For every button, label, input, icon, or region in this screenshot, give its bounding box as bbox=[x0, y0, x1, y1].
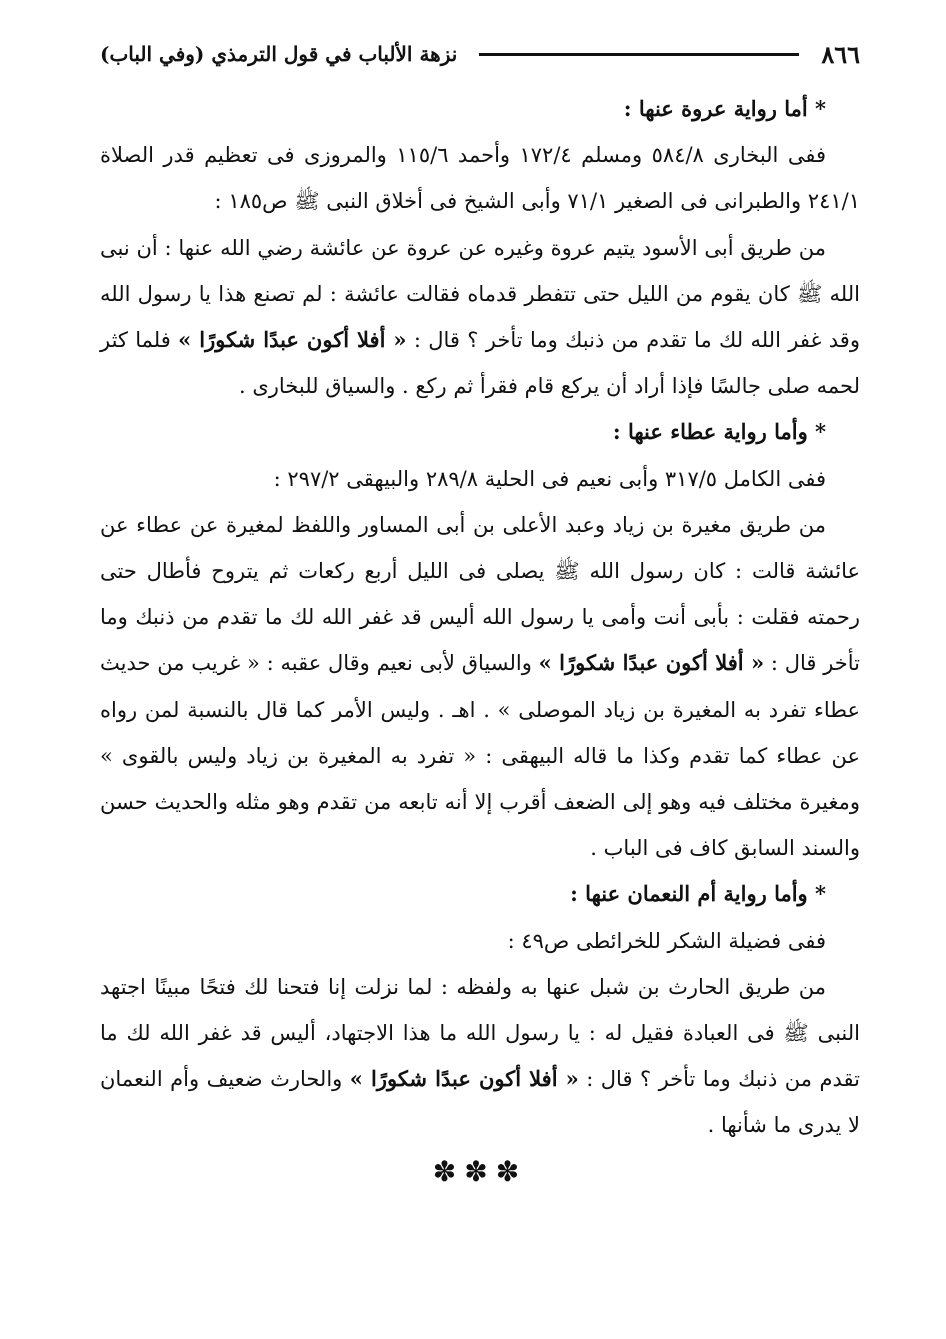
page-body bbox=[100, 86, 860, 1195]
section-ornament: ✽✽✽ bbox=[432, 1154, 528, 1188]
section-heading: * وأما رواية أم النعمان عنها : bbox=[570, 881, 826, 907]
hadith-quote: « أفلا أكون عبدًا شكورًا » bbox=[538, 650, 765, 676]
narration-paragraph bbox=[100, 964, 860, 1149]
running-title: نزهة الألباب في قول الترمذي (وفي الباب) bbox=[100, 42, 458, 66]
narration-text: والحارث ضعيف وأم النعمان لا يدرى ما شأنها . bbox=[100, 1067, 860, 1138]
narration-text: فلما كثر لحمه صلى جالسًا فإذا أراد أن يركع قام فقرأ ثم ركع . والسياق للبخارى . bbox=[100, 328, 860, 399]
page-header bbox=[100, 36, 860, 72]
source-citation: ففى الكامل ٣١٧/٥ وأبى نعيم فى الحلية ٢٨٩/٨ والبيهقى ٢٩٧/٢ : bbox=[273, 466, 826, 491]
source-citation: ففى فضيلة الشكر للخرائطى ص٤٩ : bbox=[507, 928, 826, 953]
narration-text: من طريق الحارث بن شبل عنها به ولفظه : لما نزلت إنا فتحنا لك فتحًا مبينًا اجتهد النبى ﷺ فى العبادة فقيل له : يا رسول الله ما هذا الاجتهاد، أليس قد غفر الله لك ما تقدم من ذنبك وما تأخر ؟ قال : bbox=[100, 974, 860, 1092]
source-citation: ففى البخارى ٥٨٤/٨ ومسلم ١٧٢/٤ وأحمد ١١٥/٦ والمروزى فى تعظيم قدر الصلاة ٢٤١/١ والطبرانى فى الصغير ٧١/١ وأبى الشيخ فى أخلاق النبى ﷺ ص١٨٥ : bbox=[100, 143, 860, 214]
narration-paragraph bbox=[100, 502, 860, 872]
narration-paragraph bbox=[100, 225, 860, 410]
header-rule bbox=[479, 53, 799, 56]
narration-text: من طريق أبى الأسود يتيم عروة وغيره عن عروة عن عائشة رضي الله عنها : أن نبى الله ﷺ كان يقوم من الليل حتى تتفطر قدماه فقالت عائشة : لم تصنع هذا يا رسول الله وقد غفر الله لك ما تقدم من ذنبك وما تأخر ؟ قال : bbox=[100, 235, 860, 353]
hadith-quote: « أفلا أكون عبدًا شكورًا » bbox=[349, 1066, 579, 1092]
hadith-quote: « أفلا أكون عبدًا شكورًا » bbox=[178, 327, 407, 353]
page-number: ٨٦٦ bbox=[821, 39, 860, 69]
narration-text: والسياق لأبى نعيم وقال عقبه : « غريب من حديث عطاء تفرد به المغيرة بن زياد الموصلى » . اهـ . وليس الأمر كما قال بالنسبة لمن رواه عن عطاء كما تقدم وكذا ما قاله البيهقى : « تفرد به المغيرة بن زياد وليس بالقوى » ومغيرة مختلف فيه وهو إلى الضعف أقرب إلا أنه تابعه من تقدم وهو مثله والحديث حسن والسند السابق كاف فى الباب . bbox=[100, 651, 860, 861]
narration-text: من طريق مغيرة بن زياد وعبد الأعلى بن أبى المساور واللفظ لمغيرة عن عطاء عن عائشة قالت : كان رسول الله ﷺ يصلى فى الليل أربع ركعات ثم يتروح فأطال حتى رحمته فقلت : بأبى أنت وأمى يا رسول الله أليس قد غفر الله لك ما تقدم من ذنبك وما تأخر قال : bbox=[100, 512, 861, 676]
section-heading: * أما رواية عروة عنها : bbox=[623, 96, 826, 121]
section-heading: * وأما رواية عطاء عنها : bbox=[612, 419, 826, 445]
